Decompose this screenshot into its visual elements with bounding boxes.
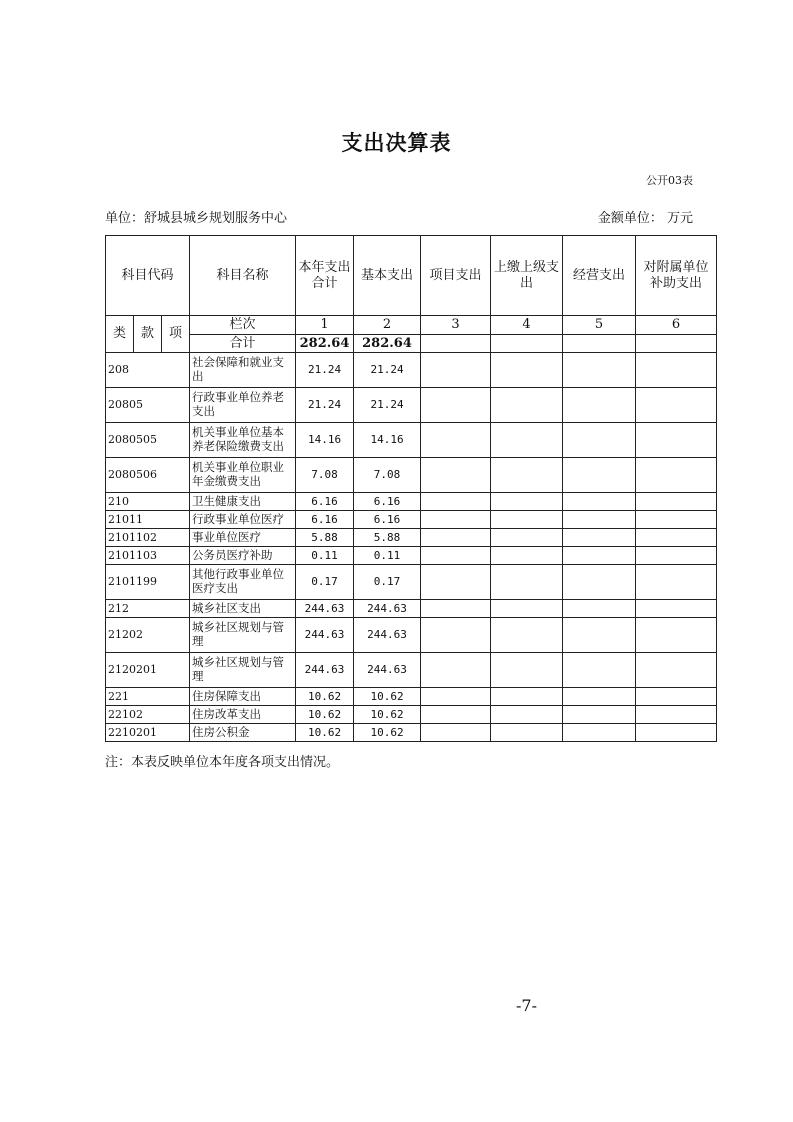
expenditure-table — [105, 235, 717, 742]
row-empty-cell — [636, 423, 717, 458]
row-name: 住房保障支出 — [190, 688, 296, 706]
row-empty-cell — [491, 600, 563, 618]
row-basic: 6.16 — [354, 493, 421, 511]
row-empty-cell — [421, 511, 491, 529]
total-row-total: 282.64 — [296, 335, 354, 353]
header-code: 科目代码 — [106, 236, 190, 316]
row-empty-cell — [636, 529, 717, 547]
row-empty-cell — [563, 353, 636, 388]
table-row — [106, 353, 717, 388]
row-empty-cell — [491, 458, 563, 493]
form-number: 公开03表 — [646, 174, 693, 187]
row-empty-cell — [563, 423, 636, 458]
table-row — [106, 423, 717, 458]
table-row — [106, 688, 717, 706]
row-empty-cell — [563, 706, 636, 724]
row-name: 行政事业单位养老支出 — [190, 388, 296, 423]
row-name: 城乡社区规划与管理 — [190, 618, 296, 653]
table-row — [106, 724, 717, 742]
row-empty-cell — [491, 653, 563, 688]
row-total: 244.63 — [296, 618, 354, 653]
header-subsidy: 对附属单位补助支出 — [636, 236, 717, 316]
row-empty-cell — [636, 600, 717, 618]
row-code: 2080506 — [106, 458, 190, 493]
row-total: 5.88 — [296, 529, 354, 547]
row-code: 2101103 — [106, 547, 190, 565]
row-basic: 10.62 — [354, 706, 421, 724]
row-empty-cell — [563, 511, 636, 529]
col-num-4: 4 — [491, 316, 563, 335]
col-num-1: 1 — [296, 316, 354, 335]
header-lanci: 栏次 — [190, 316, 296, 335]
row-code: 2080505 — [106, 423, 190, 458]
row-empty-cell — [421, 529, 491, 547]
row-total: 6.16 — [296, 493, 354, 511]
row-empty-cell — [491, 511, 563, 529]
col-num-5: 5 — [563, 316, 636, 335]
row-code: 208 — [106, 353, 190, 388]
row-code: 221 — [106, 688, 190, 706]
row-empty-cell — [636, 493, 717, 511]
table-row — [106, 653, 717, 688]
row-basic: 21.24 — [354, 388, 421, 423]
row-empty-cell — [491, 423, 563, 458]
row-code: 2210201 — [106, 724, 190, 742]
row-basic: 244.63 — [354, 653, 421, 688]
row-empty-cell — [563, 547, 636, 565]
row-code: 2101102 — [106, 529, 190, 547]
row-basic: 21.24 — [354, 353, 421, 388]
row-empty-cell — [491, 493, 563, 511]
table-header — [106, 236, 717, 353]
page-title: 支出决算表 — [341, 131, 452, 155]
row-empty-cell — [421, 565, 491, 600]
row-name: 机关事业单位职业年金缴费支出 — [190, 458, 296, 493]
row-name: 卫生健康支出 — [190, 493, 296, 511]
row-name: 机关事业单位基本养老保险缴费支出 — [190, 423, 296, 458]
row-total: 0.11 — [296, 547, 354, 565]
row-empty-cell — [491, 353, 563, 388]
page-number: -7- — [516, 996, 537, 1015]
row-total: 6.16 — [296, 511, 354, 529]
row-empty-cell — [421, 653, 491, 688]
row-empty-cell — [563, 493, 636, 511]
row-empty-cell — [636, 706, 717, 724]
row-basic: 10.62 — [354, 688, 421, 706]
row-empty-cell — [421, 423, 491, 458]
table-row — [106, 547, 717, 565]
row-code: 22102 — [106, 706, 190, 724]
header-basic: 基本支出 — [354, 236, 421, 316]
row-empty-cell — [491, 688, 563, 706]
row-code: 2120201 — [106, 653, 190, 688]
row-name: 社会保障和就业支出 — [190, 353, 296, 388]
row-empty-cell — [563, 653, 636, 688]
row-basic: 6.16 — [354, 511, 421, 529]
table-body — [106, 353, 717, 742]
table-row — [106, 388, 717, 423]
row-total: 10.62 — [296, 724, 354, 742]
row-name: 行政事业单位医疗 — [190, 511, 296, 529]
table-row — [106, 529, 717, 547]
row-empty-cell — [563, 618, 636, 653]
total-row-label: 合计 — [190, 335, 296, 353]
row-name: 城乡社区规划与管理 — [190, 653, 296, 688]
header-operating: 经营支出 — [563, 236, 636, 316]
row-empty-cell — [491, 529, 563, 547]
row-name: 其他行政事业单位医疗支出 — [190, 565, 296, 600]
row-empty-cell — [636, 565, 717, 600]
row-empty-cell — [636, 618, 717, 653]
row-total: 21.24 — [296, 353, 354, 388]
row-total: 7.08 — [296, 458, 354, 493]
header-kuan: 款 — [134, 316, 162, 353]
row-basic: 10.62 — [354, 724, 421, 742]
table-row — [106, 600, 717, 618]
header-xiang: 项 — [162, 316, 190, 353]
col-num-6: 6 — [636, 316, 717, 335]
col-num-3: 3 — [421, 316, 491, 335]
header-name: 科目名称 — [190, 236, 296, 316]
row-empty-cell — [421, 458, 491, 493]
row-name: 公务员医疗补助 — [190, 547, 296, 565]
table-row — [106, 618, 717, 653]
row-basic: 244.63 — [354, 600, 421, 618]
row-empty-cell — [563, 565, 636, 600]
table-row — [106, 565, 717, 600]
col-num-2: 2 — [354, 316, 421, 335]
table-row — [106, 706, 717, 724]
row-basic: 7.08 — [354, 458, 421, 493]
row-total: 244.63 — [296, 600, 354, 618]
row-name: 城乡社区支出 — [190, 600, 296, 618]
row-empty-cell — [421, 547, 491, 565]
row-total: 244.63 — [296, 653, 354, 688]
row-empty-cell — [636, 547, 717, 565]
table-row — [106, 458, 717, 493]
row-empty-cell — [421, 353, 491, 388]
row-total: 21.24 — [296, 388, 354, 423]
row-empty-cell — [563, 458, 636, 493]
row-basic: 0.11 — [354, 547, 421, 565]
header-upper: 上缴上级支出 — [491, 236, 563, 316]
row-empty-cell — [636, 653, 717, 688]
row-code: 210 — [106, 493, 190, 511]
row-empty-cell — [563, 724, 636, 742]
money-unit-label: 金额单位： 万元 — [597, 211, 693, 226]
header-total: 本年支出合计 — [296, 236, 354, 316]
unit-label: 单位：舒城县城乡规划服务中心 — [105, 211, 288, 226]
row-name: 住房改革支出 — [190, 706, 296, 724]
row-total: 14.16 — [296, 423, 354, 458]
row-basic: 5.88 — [354, 529, 421, 547]
row-total: 10.62 — [296, 706, 354, 724]
row-empty-cell — [491, 547, 563, 565]
row-empty-cell — [636, 724, 717, 742]
row-code: 21202 — [106, 618, 190, 653]
row-empty-cell — [563, 600, 636, 618]
row-empty-cell — [491, 706, 563, 724]
header-project: 项目支出 — [421, 236, 491, 316]
table-row — [106, 511, 717, 529]
row-empty-cell — [421, 493, 491, 511]
row-empty-cell — [563, 529, 636, 547]
row-empty-cell — [421, 706, 491, 724]
row-empty-cell — [636, 458, 717, 493]
row-total: 0.17 — [296, 565, 354, 600]
row-empty-cell — [421, 388, 491, 423]
row-empty-cell — [491, 618, 563, 653]
row-empty-cell — [421, 618, 491, 653]
row-basic: 14.16 — [354, 423, 421, 458]
row-empty-cell — [563, 688, 636, 706]
row-empty-cell — [491, 388, 563, 423]
row-empty-cell — [563, 388, 636, 423]
table-row — [106, 493, 717, 511]
row-empty-cell — [636, 353, 717, 388]
row-empty-cell — [636, 511, 717, 529]
row-code: 212 — [106, 600, 190, 618]
row-basic: 244.63 — [354, 618, 421, 653]
row-empty-cell — [421, 724, 491, 742]
row-code: 20805 — [106, 388, 190, 423]
row-empty-cell — [636, 688, 717, 706]
row-name: 事业单位医疗 — [190, 529, 296, 547]
row-basic: 0.17 — [354, 565, 421, 600]
row-empty-cell — [491, 724, 563, 742]
row-empty-cell — [421, 688, 491, 706]
total-row-basic: 282.64 — [354, 335, 421, 353]
header-lei: 类 — [106, 316, 134, 353]
row-empty-cell — [491, 565, 563, 600]
row-name: 住房公积金 — [190, 724, 296, 742]
row-code: 21011 — [106, 511, 190, 529]
row-code: 2101199 — [106, 565, 190, 600]
row-total: 10.62 — [296, 688, 354, 706]
row-empty-cell — [636, 388, 717, 423]
table-note: 注：本表反映单位本年度各项支出情况。 — [105, 755, 340, 770]
row-empty-cell — [421, 600, 491, 618]
